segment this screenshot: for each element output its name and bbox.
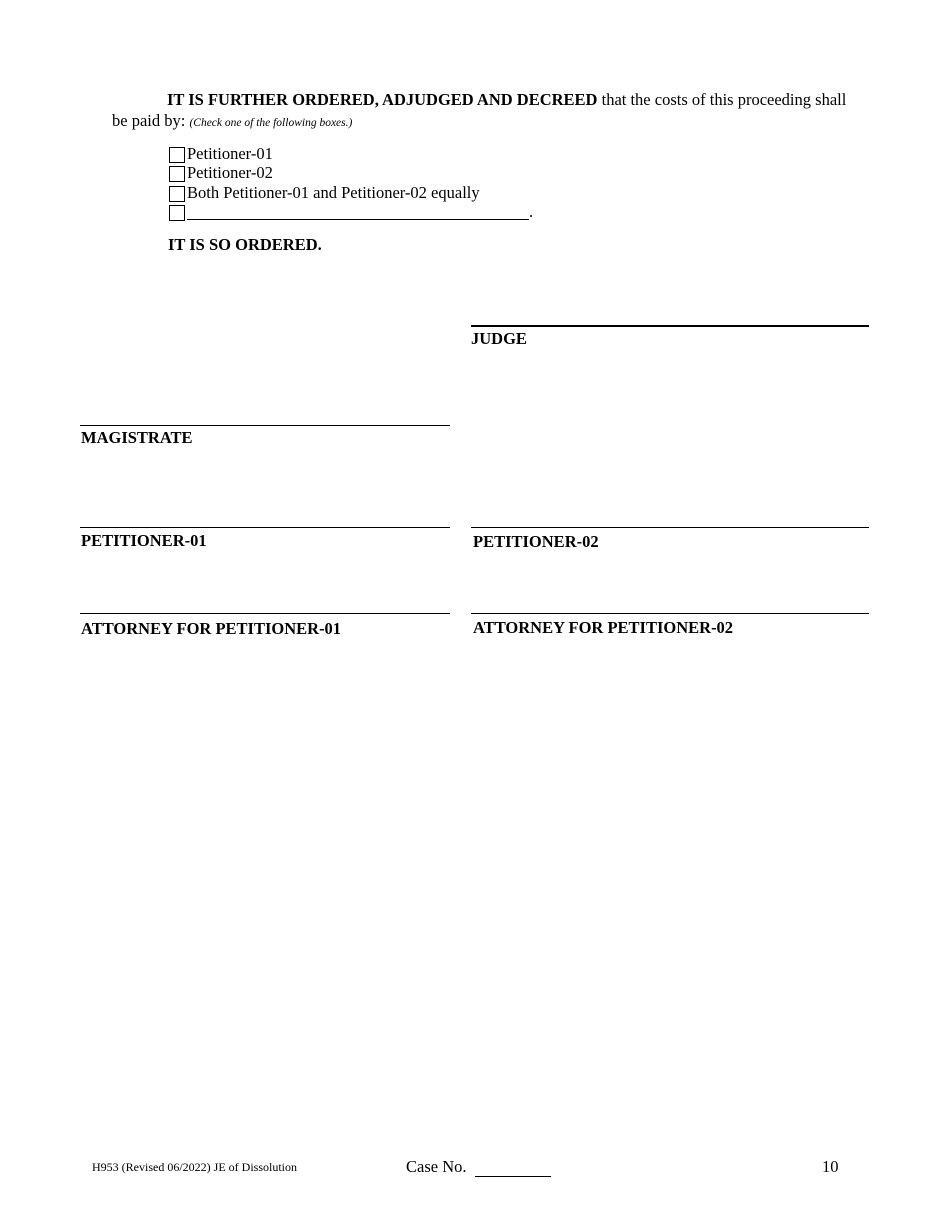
- order-lead: IT IS FURTHER ORDERED, ADJUDGED AND DECREED: [167, 90, 598, 109]
- petitioner-01-label: PETITIONER-01: [81, 531, 207, 550]
- attorney-02-signature-line[interactable]: [471, 613, 869, 614]
- attorney-01-label: ATTORNEY FOR PETITIONER-01: [81, 619, 342, 638]
- page-number: 10: [822, 1157, 839, 1176]
- order-paragraph: [112, 89, 852, 134]
- checkbox-petitioner-02[interactable]: [169, 166, 185, 182]
- case-number-field[interactable]: [475, 1162, 551, 1177]
- option-label: Petitioner-02: [187, 163, 273, 182]
- form-identifier: H953 (Revised 06/2022) JE of Dissolution: [92, 1160, 297, 1174]
- judge-label: JUDGE: [471, 329, 527, 348]
- option-other: [169, 203, 533, 223]
- petitioner-01-signature-line[interactable]: [80, 527, 450, 528]
- option-petitioner-01: [169, 144, 533, 164]
- option-both-equally: [169, 183, 533, 203]
- order-text: that the costs of this proceeding shall be paid by:: [112, 90, 847, 130]
- checkbox-other[interactable]: [169, 205, 185, 221]
- checkbox-petitioner-01[interactable]: [169, 147, 185, 163]
- petitioner-02-signature-line[interactable]: [471, 527, 869, 528]
- option-petitioner-02: [169, 164, 533, 184]
- attorney-01-signature-line[interactable]: [80, 613, 450, 614]
- judge-signature-line[interactable]: [471, 325, 869, 327]
- case-number-label: Case No.: [406, 1157, 467, 1176]
- checkbox-both-equally[interactable]: [169, 186, 185, 202]
- cost-options-list: [169, 144, 533, 222]
- so-ordered-heading: IT IS SO ORDERED.: [168, 235, 322, 254]
- magistrate-label: MAGISTRATE: [81, 428, 193, 447]
- case-number-block: [406, 1157, 551, 1177]
- magistrate-signature-line[interactable]: [80, 425, 450, 426]
- petitioner-02-label: PETITIONER-02: [473, 532, 599, 551]
- check-instruction: (Check one of the following boxes.): [189, 117, 353, 129]
- option-label: Both Petitioner-01 and Petitioner-02 equally: [187, 182, 480, 202]
- attorney-02-label: ATTORNEY FOR PETITIONER-02: [473, 618, 734, 637]
- option-label: Petitioner-01: [187, 143, 273, 163]
- other-fill-in-field[interactable]: [187, 204, 529, 220]
- other-suffix: .: [529, 202, 534, 221]
